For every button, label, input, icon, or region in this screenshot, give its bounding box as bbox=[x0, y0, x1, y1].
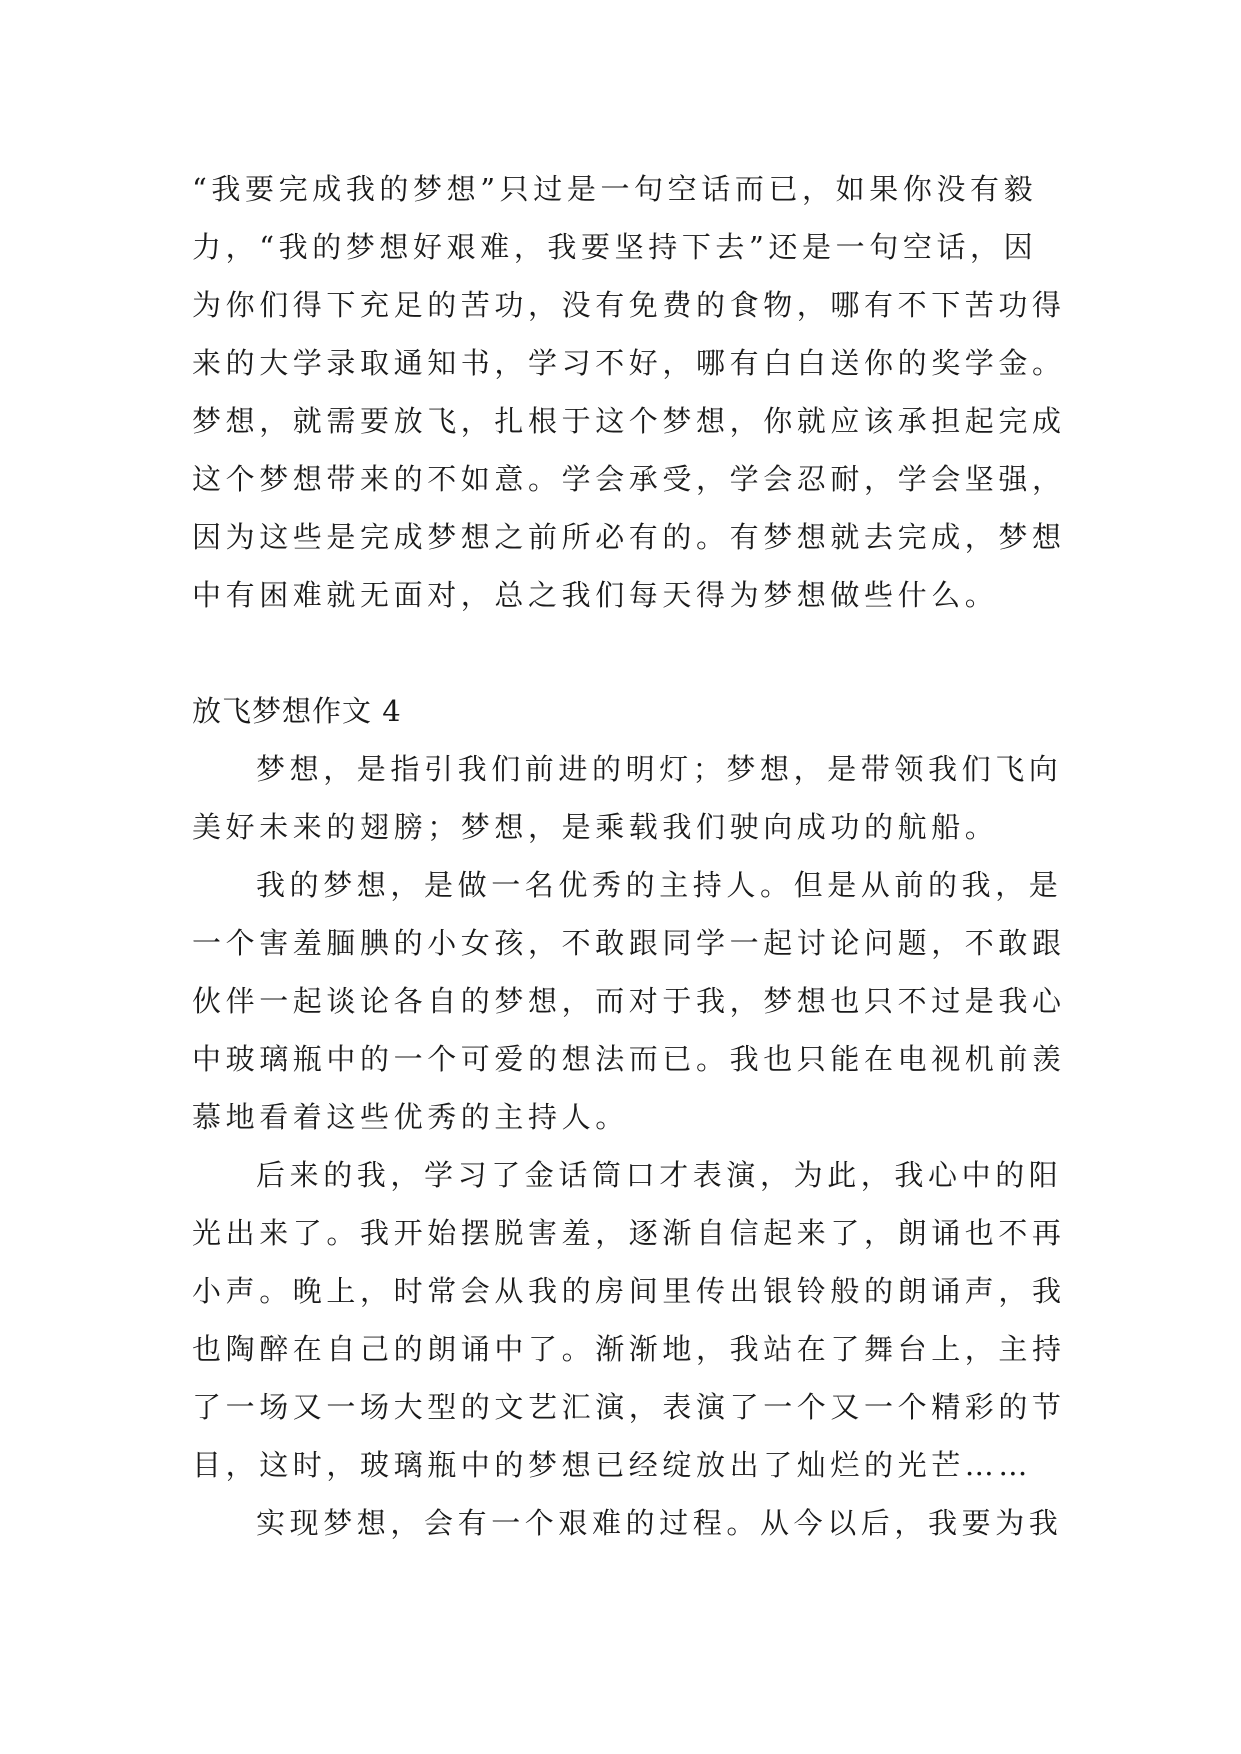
paragraph-4 bbox=[192, 1146, 1066, 1494]
paragraph-5 bbox=[192, 1494, 1063, 1552]
paragraph-line: 了一场又一场大型的文艺汇演，表演了一个又一个精彩的节 bbox=[192, 1390, 1066, 1424]
paragraph-line: 梦想，就需要放飞，扎根于这个梦想，你就应该承担起完成 bbox=[192, 404, 1066, 438]
paragraph-line: 力，“我的梦想好艰难，我要坚持下去”还是一句空话，因 bbox=[192, 230, 1038, 264]
paragraph-line: 为你们得下充足的苦功，没有免费的食物，哪有不下苦功得 bbox=[192, 288, 1066, 322]
paragraph-spacer bbox=[192, 624, 1052, 682]
paragraph-line: 也陶醉在自己的朗诵中了。渐渐地，我站在了舞台上，主持 bbox=[192, 1332, 1066, 1366]
paragraph-line: “我要完成我的梦想”只过是一句空话而已，如果你没有毅 bbox=[192, 172, 1038, 206]
paragraph-line: 梦想，是指引我们前进的明灯；梦想，是带领我们飞向 bbox=[256, 752, 1063, 786]
paragraph-line: 后来的我，学习了金话筒口才表演，为此，我心中的阳 bbox=[256, 1158, 1063, 1192]
paragraph-line: 因为这些是完成梦想之前所必有的。有梦想就去完成，梦想 bbox=[192, 520, 1066, 554]
paragraph-line: 中玻璃瓶中的一个可爱的想法而已。我也只能在电视机前羡 bbox=[192, 1042, 1066, 1076]
paragraph-line: 伙伴一起谈论各自的梦想，而对于我，梦想也只不过是我心 bbox=[192, 984, 1066, 1018]
paragraph-line: 实现梦想，会有一个艰难的过程。从今以后，我要为我 bbox=[256, 1506, 1063, 1540]
paragraph-line: 小声。晚上，时常会从我的房间里传出银铃般的朗诵声，我 bbox=[192, 1274, 1066, 1308]
paragraph-line: 我的梦想，是做一名优秀的主持人。但是从前的我，是 bbox=[256, 868, 1063, 902]
paragraph-line: 一个害羞腼腆的小女孩，不敢跟同学一起讨论问题，不敢跟 bbox=[192, 926, 1066, 960]
document-body bbox=[192, 160, 1066, 1552]
paragraph-line: 目，这时，玻璃瓶中的梦想已经绽放出了灿烂的光芒…… bbox=[192, 1448, 1033, 1482]
paragraph-line: 中有困难就无面对，总之我们每天得为梦想做些什么。 bbox=[192, 578, 999, 612]
paragraph-1 bbox=[192, 160, 1066, 624]
paragraph-line: 慕地看着这些优秀的主持人。 bbox=[192, 1100, 629, 1134]
paragraph-3 bbox=[192, 856, 1066, 1146]
paragraph-2 bbox=[192, 740, 1063, 856]
paragraph-line: 光出来了。我开始摆脱害羞，逐渐自信起来了，朗诵也不再 bbox=[192, 1216, 1066, 1250]
paragraph-line: 这个梦想带来的不如意。学会承受，学会忍耐，学会坚强， bbox=[192, 462, 1066, 496]
section-heading: 放飞梦想作文 4 bbox=[192, 694, 402, 728]
paragraph-line: 来的大学录取通知书，学习不好，哪有白白送你的奖学金。 bbox=[192, 346, 1066, 380]
paragraph-line: 美好未来的翅膀；梦想，是乘载我们驶向成功的航船。 bbox=[192, 810, 999, 844]
